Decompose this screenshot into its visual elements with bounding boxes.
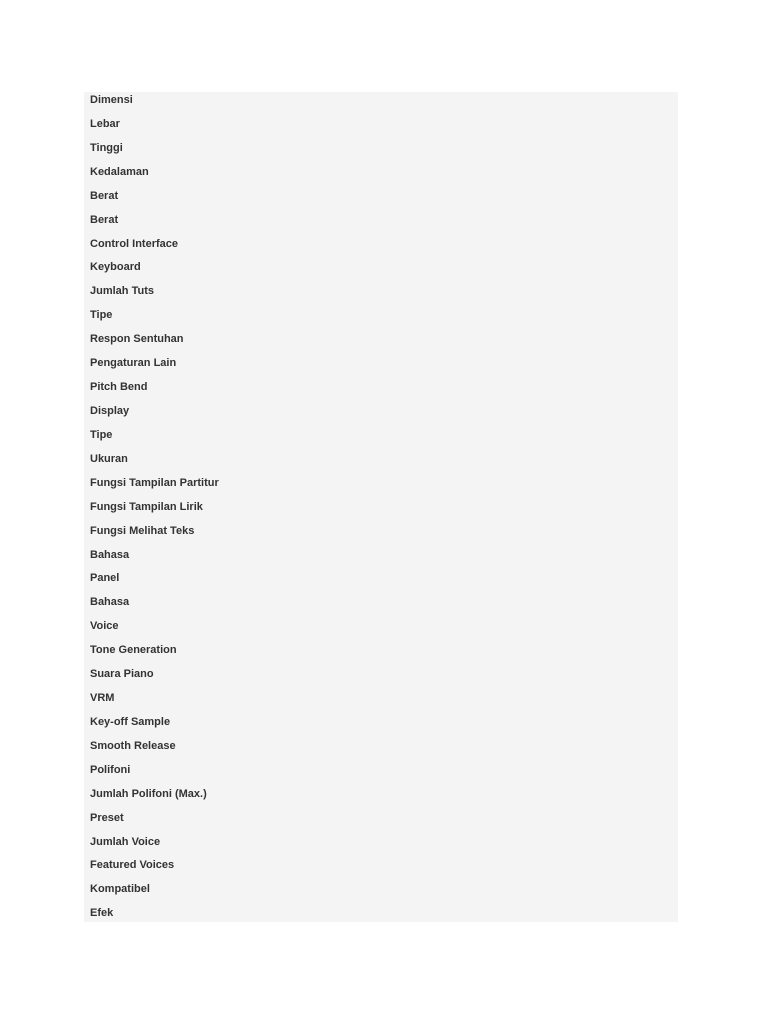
spec-item-smooth-release: Smooth Release — [90, 739, 176, 752]
spec-item-berat: Berat — [90, 189, 119, 202]
spec-item-fungsi-melihat-teks: Fungsi Melihat Teks — [90, 524, 195, 537]
spec-item-jumlah-polifoni-max: Jumlah Polifoni (Max.) — [90, 787, 207, 800]
spec-item-ukuran: Ukuran — [90, 452, 128, 465]
spec-item-keyboard: Keyboard — [90, 261, 141, 274]
spec-item-tone-generation: Tone Generation — [90, 644, 177, 657]
spec-item-pengaturan-lain: Pengaturan Lain — [90, 357, 177, 370]
spec-item-dimensi: Dimensi — [90, 94, 133, 106]
spec-item-fungsi-tampilan-partitur: Fungsi Tampilan Partitur — [90, 476, 219, 489]
spec-item-control-interface: Control Interface — [90, 237, 179, 250]
spec-item-kompatibel: Kompatibel — [90, 883, 150, 896]
spec-item-bahasa-2: Bahasa — [90, 596, 130, 609]
spec-item-bahasa: Bahasa — [90, 548, 130, 561]
spec-item-jumlah-tuts: Jumlah Tuts — [90, 285, 154, 298]
spec-item-key-off-sample: Key-off Sample — [90, 715, 171, 728]
spec-item-preset: Preset — [90, 811, 124, 824]
spec-item-polifoni: Polifoni — [90, 763, 131, 776]
spec-item-kedalaman: Kedalaman — [90, 165, 149, 178]
spec-item-featured-voices: Featured Voices — [90, 859, 175, 872]
spec-item-efek: Efek — [90, 907, 114, 920]
spec-item-tipe-2: Tipe — [90, 428, 113, 441]
spec-item-suara-piano: Suara Piano — [90, 668, 154, 681]
spec-list-panel — [84, 92, 678, 922]
spec-item-tinggi: Tinggi — [90, 141, 123, 154]
spec-item-berat-2: Berat — [90, 213, 119, 226]
spec-item-lebar: Lebar — [90, 117, 120, 130]
spec-item-fungsi-tampilan-lirik: Fungsi Tampilan Lirik — [90, 500, 203, 513]
spec-item-jumlah-voice: Jumlah Voice — [90, 835, 161, 848]
spec-item-respon-sentuhan: Respon Sentuhan — [90, 333, 184, 346]
spec-item-vrm: VRM — [90, 692, 115, 704]
spec-item-pitch-bend: Pitch Bend — [90, 381, 148, 393]
spec-item-display: Display — [90, 405, 130, 417]
spec-item-tipe: Tipe — [90, 309, 113, 322]
spec-item-voice: Voice — [90, 620, 119, 633]
spec-item-panel: Panel — [90, 572, 120, 585]
